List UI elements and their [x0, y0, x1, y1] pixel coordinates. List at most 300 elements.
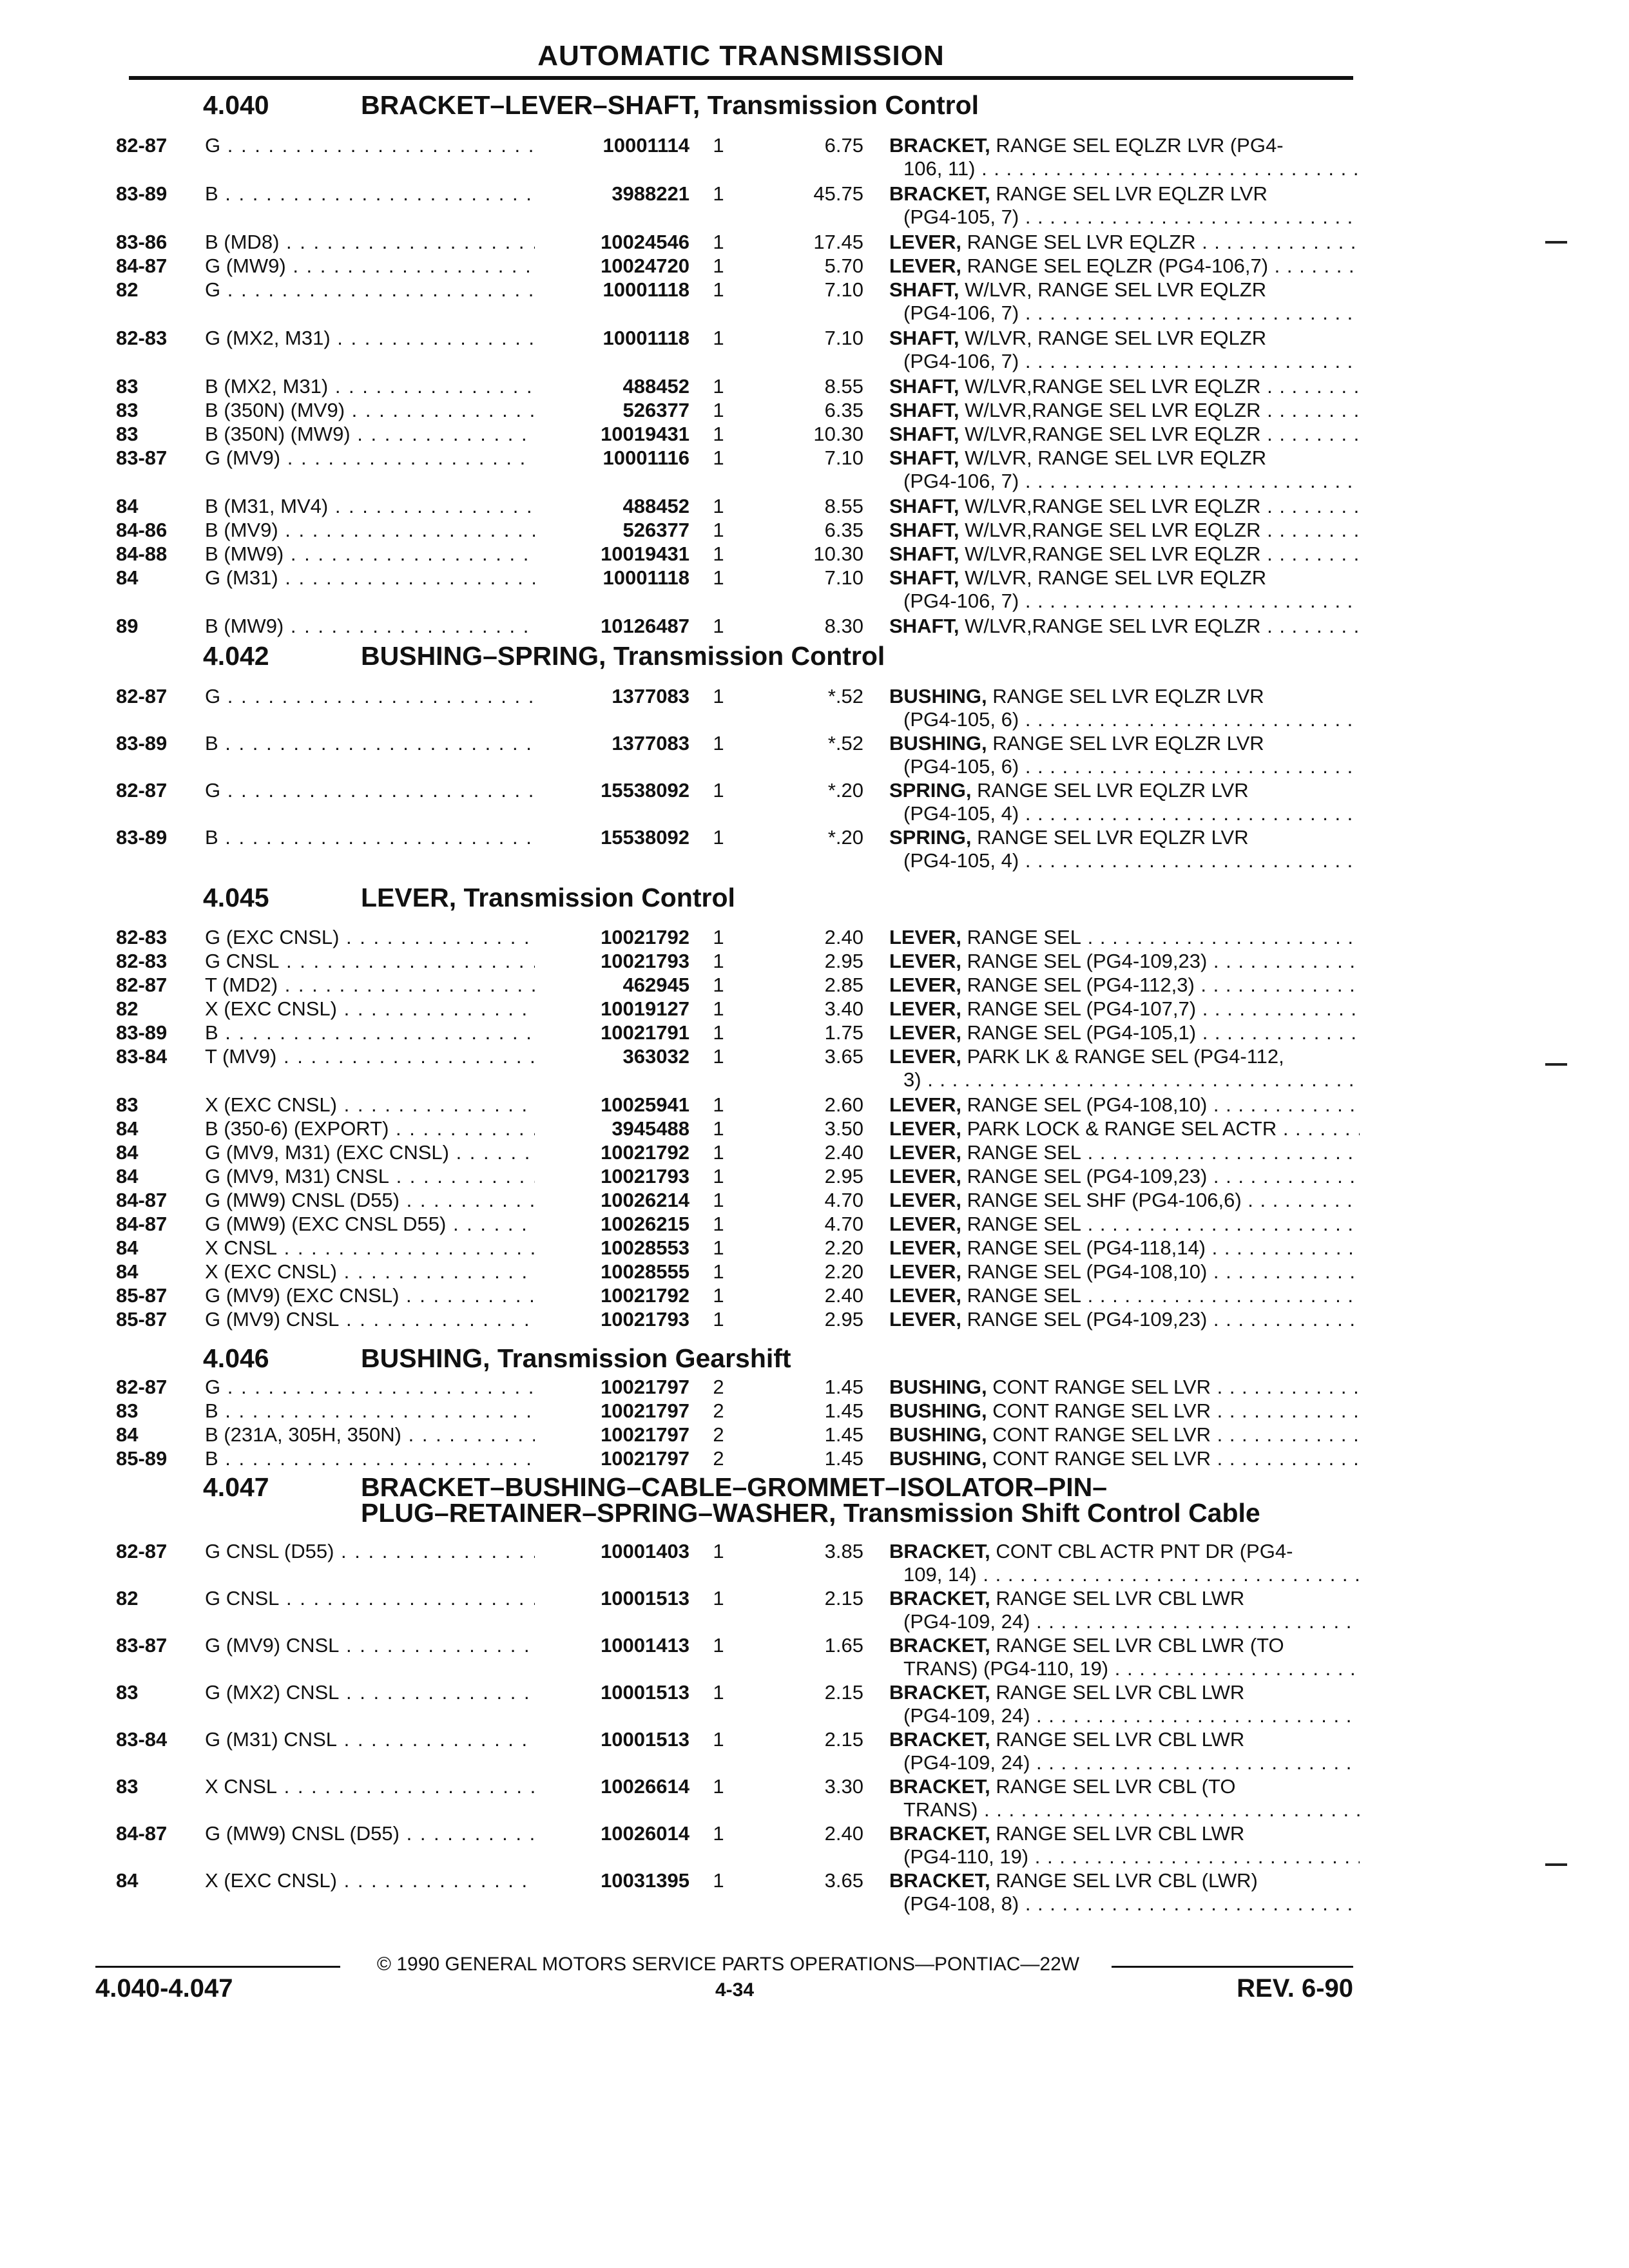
model-years: 84-86	[116, 519, 168, 541]
description-keyword: SPRING,	[889, 779, 972, 802]
description-keyword: BRACKET,	[889, 1775, 990, 1798]
description-keyword: LEVER,	[889, 1189, 961, 1211]
description-line: LEVER, RANGE SEL LVR EQLZR . . .	[889, 231, 1360, 254]
quantity: 1	[713, 1189, 724, 1211]
vehicle-model: G (MX2, M31) . . .	[205, 327, 556, 350]
part-description	[889, 1681, 1360, 1727]
price: 2.95	[824, 1165, 863, 1187]
description-keyword: LEVER,	[889, 997, 961, 1020]
description-line: LEVER, RANGE SEL . . .	[889, 1141, 1360, 1164]
description-line: BRACKET, RANGE SEL LVR CBL LWR	[889, 1728, 1245, 1751]
vehicle-model: G (MW9) CNSL (D55) . . .	[205, 1189, 556, 1212]
description-keyword: SHAFT,	[889, 519, 959, 541]
quantity: 1	[713, 1260, 724, 1283]
description-keyword: LEVER,	[889, 950, 961, 972]
price: 2.40	[824, 1284, 863, 1307]
vehicle-model: B . . .	[205, 1021, 556, 1044]
part-description	[889, 1260, 1360, 1283]
model-years: 83	[116, 1775, 139, 1798]
quantity: 1	[713, 1681, 724, 1704]
model-years: 84	[116, 1260, 139, 1283]
part-number: 10021797	[535, 1447, 689, 1470]
description-line: SHAFT, W/LVR,RANGE SEL LVR EQLZR . . .	[889, 543, 1360, 566]
section-title-line2	[361, 1498, 1260, 1528]
quantity: 1	[713, 1869, 724, 1892]
description-keyword: LEVER,	[889, 1093, 961, 1116]
price: 2.85	[824, 974, 863, 996]
part-number: 10021792	[535, 1141, 689, 1164]
description-keyword: SHAFT,	[889, 375, 959, 398]
vehicle-model: G (M31) . . .	[205, 566, 556, 590]
quantity: 1	[713, 1213, 724, 1235]
vehicle-model: B . . .	[205, 182, 556, 206]
section-title-main: BRACKET–BUSHING–CABLE–GROMMET–ISOLATOR–PIN–	[361, 1472, 1108, 1502]
vehicle-model: B . . .	[205, 1447, 556, 1470]
description-line: SHAFT, W/LVR,RANGE SEL LVR EQLZR . . .	[889, 519, 1360, 542]
part-number: 526377	[535, 399, 689, 422]
section-title-main: BUSHING–SPRING,	[361, 641, 606, 671]
description-keyword: SHAFT,	[889, 543, 959, 565]
model-years: 82	[116, 278, 139, 301]
description-line: LEVER, RANGE SEL (PG4-108,10) . . .	[889, 1093, 1360, 1117]
description-line: SHAFT, W/LVR, RANGE SEL LVR EQLZR	[889, 327, 1267, 349]
part-description	[889, 1822, 1360, 1869]
part-description	[889, 278, 1360, 325]
description-line: (PG4-106, 7) . . .	[889, 590, 1360, 613]
part-number: 10026214	[535, 1189, 689, 1212]
price: 2.95	[824, 1308, 863, 1331]
description-keyword: SHAFT,	[889, 399, 959, 421]
vehicle-model: B (231A, 305H, 350N) . . .	[205, 1423, 556, 1446]
quantity: 1	[713, 1045, 724, 1068]
vehicle-model: B . . .	[205, 826, 556, 849]
vehicle-model: G (MV9, M31) (EXC CNSL) . . .	[205, 1141, 556, 1164]
quantity: 1	[713, 1587, 724, 1610]
part-number: 10031395	[535, 1869, 689, 1892]
part-number: 10019431	[535, 543, 689, 566]
part-description	[889, 974, 1360, 997]
vehicle-model: G (MX2) CNSL . . .	[205, 1681, 556, 1704]
section-title-main: LEVER,	[361, 883, 457, 912]
description-keyword: BRACKET,	[889, 1634, 990, 1657]
model-years: 84	[116, 1141, 139, 1164]
part-number: 15538092	[535, 826, 689, 849]
description-keyword: BUSHING,	[889, 1423, 987, 1446]
part-description	[889, 375, 1360, 398]
vehicle-model: G (MV9) CNSL . . .	[205, 1634, 556, 1657]
quantity: 1	[713, 1540, 724, 1562]
model-years: 85-87	[116, 1284, 168, 1307]
model-years: 84	[116, 1869, 139, 1892]
description-line: BRACKET, RANGE SEL LVR CBL LWR	[889, 1822, 1245, 1845]
part-number: 10126487	[535, 615, 689, 638]
description-line: SHAFT, W/LVR, RANGE SEL LVR EQLZR	[889, 278, 1267, 301]
description-keyword: BRACKET,	[889, 1540, 990, 1562]
description-line: SHAFT, W/LVR,RANGE SEL LVR EQLZR . . .	[889, 495, 1360, 518]
model-years: 83	[116, 1681, 139, 1704]
section-title	[361, 883, 735, 913]
part-number: 1377083	[535, 732, 689, 755]
description-keyword: SHAFT,	[889, 566, 959, 589]
price: 1.75	[824, 1021, 863, 1044]
part-number: 10021791	[535, 1021, 689, 1044]
part-number: 10021792	[535, 1284, 689, 1307]
vehicle-model: B (MX2, M31) . . .	[205, 375, 556, 398]
vehicle-model: X (EXC CNSL) . . .	[205, 1260, 556, 1283]
description-keyword: BRACKET,	[889, 182, 990, 205]
quantity: 2	[713, 1447, 724, 1470]
price: *.52	[827, 685, 863, 707]
vehicle-model: X (EXC CNSL) . . .	[205, 997, 556, 1021]
model-years: 83-84	[116, 1045, 168, 1068]
price: 8.30	[824, 615, 863, 637]
section-title-main: BRACKET–LEVER–SHAFT,	[361, 90, 700, 120]
part-number: 10019431	[535, 423, 689, 446]
model-years: 84	[116, 1236, 139, 1259]
price: 7.10	[824, 447, 863, 469]
description-keyword: BUSHING,	[889, 1399, 987, 1422]
price: 2.15	[824, 1587, 863, 1610]
model-years: 84	[116, 1117, 139, 1140]
price: 4.70	[824, 1189, 863, 1211]
part-description	[889, 1399, 1360, 1423]
price: 3.50	[824, 1117, 863, 1140]
description-line: (PG4-106, 7) . . .	[889, 302, 1360, 325]
price: 6.35	[824, 399, 863, 421]
description-line: BRACKET, RANGE SEL EQLZR LVR (PG4-	[889, 134, 1284, 157]
part-number: 10024546	[535, 231, 689, 254]
part-description	[889, 1587, 1360, 1633]
price: 6.35	[824, 519, 863, 541]
part-description	[889, 1141, 1360, 1164]
part-number: 10001118	[535, 566, 689, 590]
vehicle-model: X (EXC CNSL) . . .	[205, 1093, 556, 1117]
vehicle-model: G (MW9) . . .	[205, 255, 556, 278]
quantity: 1	[713, 779, 724, 802]
vehicle-model: G (MW9) (EXC CNSL D55) . . .	[205, 1213, 556, 1236]
part-number: 10021797	[535, 1423, 689, 1446]
part-number: 10021793	[535, 1165, 689, 1188]
description-keyword: BUSHING,	[889, 1447, 987, 1470]
description-keyword: BRACKET,	[889, 1869, 990, 1892]
description-keyword: LEVER,	[889, 231, 961, 253]
section-title-sub: Transmission Control	[456, 883, 735, 912]
model-years: 84	[116, 1423, 139, 1446]
quantity: 1	[713, 615, 724, 637]
section-number: 4.046	[203, 1343, 269, 1373]
section-title	[361, 641, 885, 671]
description-line: BRACKET, RANGE SEL LVR CBL (TO	[889, 1775, 1236, 1798]
section-title-main: BUSHING,	[361, 1343, 490, 1373]
part-number: 10019127	[535, 997, 689, 1021]
description-keyword: SHAFT,	[889, 423, 959, 445]
part-number: 10001114	[535, 134, 689, 157]
price: 2.15	[824, 1728, 863, 1751]
vehicle-model: G . . .	[205, 278, 556, 302]
description-line: 3) . . .	[889, 1068, 1360, 1091]
part-description	[889, 1117, 1360, 1140]
description-line: LEVER, RANGE SEL . . .	[889, 1284, 1360, 1307]
part-description	[889, 1540, 1360, 1586]
quantity: 1	[713, 447, 724, 469]
section-number: 4.045	[203, 883, 269, 912]
description-line: LEVER, RANGE SEL (PG4-109,23) . . .	[889, 950, 1360, 973]
section-title	[361, 1343, 791, 1374]
description-keyword: BUSHING,	[889, 1376, 987, 1398]
price: 2.40	[824, 926, 863, 948]
quantity: 1	[713, 399, 724, 421]
vehicle-model: T (MD2) . . .	[205, 974, 556, 997]
section-title2-main: PLUG–RETAINER–SPRING–WASHER,	[361, 1498, 836, 1528]
description-line: BUSHING, RANGE SEL LVR EQLZR LVR	[889, 732, 1264, 754]
vehicle-model: G CNSL (D55) . . .	[205, 1540, 556, 1563]
model-years: 84	[116, 566, 139, 589]
part-number: 462945	[535, 974, 689, 997]
price: *.52	[827, 732, 863, 754]
part-description	[889, 1308, 1360, 1331]
description-line: BRACKET, RANGE SEL LVR CBL LWR	[889, 1681, 1245, 1704]
description-line: BUSHING, CONT RANGE SEL LVR . . .	[889, 1399, 1360, 1423]
part-description	[889, 134, 1360, 180]
description-line: BRACKET, RANGE SEL LVR CBL LWR (TO	[889, 1634, 1284, 1657]
price: 45.75	[813, 182, 863, 205]
quantity: 1	[713, 519, 724, 541]
vehicle-model: G . . .	[205, 685, 556, 708]
section-title	[361, 90, 979, 120]
part-number: 10001513	[535, 1681, 689, 1704]
quantity: 1	[713, 1634, 724, 1657]
quantity: 1	[713, 1822, 724, 1845]
part-number: 10028553	[535, 1236, 689, 1260]
model-years: 82-83	[116, 950, 168, 972]
part-description	[889, 615, 1360, 638]
description-keyword: BRACKET,	[889, 1728, 990, 1751]
model-years: 85-89	[116, 1447, 168, 1470]
description-keyword: LEVER,	[889, 1213, 961, 1235]
model-years: 83-89	[116, 1021, 168, 1044]
header-rule	[129, 76, 1353, 80]
model-years: 89	[116, 615, 139, 637]
description-keyword: BUSHING,	[889, 732, 987, 754]
part-description	[889, 1021, 1360, 1044]
model-years: 82-87	[116, 779, 168, 802]
description-line: (PG4-105, 4) . . .	[889, 849, 1360, 872]
price: 1.45	[824, 1423, 863, 1446]
part-description	[889, 997, 1360, 1021]
margin-mark	[1545, 1863, 1567, 1866]
part-number: 10021797	[535, 1376, 689, 1399]
description-line: (PG4-105, 7) . . .	[889, 206, 1360, 229]
part-number: 10028555	[535, 1260, 689, 1283]
price: 2.60	[824, 1093, 863, 1116]
quantity: 1	[713, 543, 724, 565]
part-description	[889, 1728, 1360, 1774]
model-years: 83	[116, 399, 139, 421]
quantity: 1	[713, 974, 724, 996]
part-number: 10026014	[535, 1822, 689, 1845]
quantity: 1	[713, 826, 724, 849]
part-description	[889, 779, 1360, 825]
description-line: LEVER, RANGE SEL . . .	[889, 1213, 1360, 1236]
section-title-sub: Transmission Gearshift	[490, 1343, 791, 1373]
description-line: (PG4-110, 19) . . .	[889, 1845, 1360, 1869]
part-description	[889, 732, 1360, 778]
part-description	[889, 231, 1360, 254]
model-years: 82-87	[116, 685, 168, 707]
model-years: 82-87	[116, 1376, 168, 1398]
part-description	[889, 447, 1360, 493]
model-years: 84	[116, 495, 139, 517]
description-keyword: BRACKET,	[889, 134, 990, 157]
price: *.20	[827, 779, 863, 802]
part-description	[889, 826, 1360, 872]
description-keyword: LEVER,	[889, 1141, 961, 1164]
description-line: LEVER, RANGE SEL SHF (PG4-106,6) . . .	[889, 1189, 1360, 1212]
description-keyword: SPRING,	[889, 826, 972, 849]
quantity: 2	[713, 1376, 724, 1398]
model-years: 84-87	[116, 1822, 168, 1845]
part-number: 488452	[535, 375, 689, 398]
quantity: 1	[713, 1236, 724, 1259]
description-line: LEVER, RANGE SEL . . .	[889, 926, 1360, 949]
part-number: 15538092	[535, 779, 689, 802]
description-keyword: LEVER,	[889, 1165, 961, 1187]
footer-rule-right	[1112, 1966, 1353, 1968]
description-keyword: LEVER,	[889, 1308, 961, 1331]
price: 2.40	[824, 1141, 863, 1164]
vehicle-model: G (MV9) (EXC CNSL) . . .	[205, 1284, 556, 1307]
vehicle-model: X CNSL . . .	[205, 1236, 556, 1260]
quantity: 1	[713, 327, 724, 349]
model-years: 83-87	[116, 1634, 168, 1657]
description-line: LEVER, RANGE SEL (PG4-105,1) . . .	[889, 1021, 1360, 1044]
part-number: 10001513	[535, 1728, 689, 1751]
part-description	[889, 1775, 1360, 1821]
price: 8.55	[824, 495, 863, 517]
model-years: 83-89	[116, 826, 168, 849]
description-line: LEVER, RANGE SEL (PG4-118,14) . . .	[889, 1236, 1360, 1260]
description-line: LEVER, RANGE SEL (PG4-107,7) . . .	[889, 997, 1360, 1021]
price: 1.45	[824, 1447, 863, 1470]
vehicle-model: G CNSL . . .	[205, 1587, 556, 1610]
part-description	[889, 1236, 1360, 1260]
price: 6.75	[824, 134, 863, 157]
quantity: 1	[713, 566, 724, 589]
price: 2.95	[824, 950, 863, 972]
description-keyword: LEVER,	[889, 255, 961, 277]
vehicle-model: G . . .	[205, 779, 556, 802]
part-description	[889, 423, 1360, 446]
section-number: 4.047	[203, 1472, 269, 1502]
part-number: 10021793	[535, 1308, 689, 1331]
part-description	[889, 1376, 1360, 1399]
part-number: 363032	[535, 1045, 689, 1068]
description-line: (PG4-105, 6) . . .	[889, 755, 1360, 778]
part-number: 3945488	[535, 1117, 689, 1140]
price: 17.45	[813, 231, 863, 253]
vehicle-model: B (350-6) (EXPORT) . . .	[205, 1117, 556, 1140]
price: 10.30	[813, 423, 863, 445]
part-description	[889, 685, 1360, 731]
description-line: SHAFT, W/LVR,RANGE SEL LVR EQLZR . . .	[889, 423, 1360, 446]
quantity: 1	[713, 926, 724, 948]
model-years: 84-87	[116, 1213, 168, 1235]
vehicle-model: X CNSL . . .	[205, 1775, 556, 1798]
quantity: 1	[713, 1775, 724, 1798]
section-title2-sub: Transmission Shift Control Cable	[836, 1498, 1260, 1528]
quantity: 1	[713, 950, 724, 972]
vehicle-model: B . . .	[205, 1399, 556, 1423]
description-line: 109, 14) . . .	[889, 1563, 1360, 1586]
vehicle-model: G (MW9) CNSL (D55) . . .	[205, 1822, 556, 1845]
part-description	[889, 543, 1360, 566]
part-number: 10001513	[535, 1587, 689, 1610]
description-line: SHAFT, W/LVR,RANGE SEL LVR EQLZR . . .	[889, 615, 1360, 638]
part-description	[889, 1423, 1360, 1446]
part-description	[889, 1189, 1360, 1212]
description-line: TRANS) (PG4-110, 19) . . .	[889, 1657, 1360, 1680]
quantity: 1	[713, 1141, 724, 1164]
part-number: 526377	[535, 519, 689, 542]
footer-revision: REV. 6-90	[1237, 1974, 1353, 2003]
description-keyword: BRACKET,	[889, 1587, 990, 1610]
price: 3.65	[824, 1045, 863, 1068]
part-description	[889, 1045, 1360, 1091]
part-description	[889, 950, 1360, 973]
quantity: 1	[713, 1308, 724, 1331]
description-keyword: LEVER,	[889, 974, 961, 996]
description-keyword: SHAFT,	[889, 278, 959, 301]
quantity: 1	[713, 1165, 724, 1187]
price: 8.55	[824, 375, 863, 398]
part-description	[889, 519, 1360, 542]
description-line: SHAFT, W/LVR, RANGE SEL LVR EQLZR	[889, 566, 1267, 589]
margin-mark	[1545, 1063, 1567, 1066]
part-number: 3988221	[535, 182, 689, 206]
price: *.20	[827, 826, 863, 849]
description-line: 106, 11) . . .	[889, 157, 1360, 180]
description-line: (PG4-105, 6) . . .	[889, 708, 1360, 731]
description-line: BRACKET, RANGE SEL LVR EQLZR LVR	[889, 182, 1268, 205]
model-years: 84-88	[116, 543, 168, 565]
quantity: 1	[713, 495, 724, 517]
quantity: 1	[713, 375, 724, 398]
price: 2.20	[824, 1260, 863, 1283]
quantity: 1	[713, 1284, 724, 1307]
description-line: LEVER, RANGE SEL EQLZR (PG4-106,7) . . .	[889, 255, 1360, 278]
quantity: 1	[713, 255, 724, 277]
description-line: SPRING, RANGE SEL LVR EQLZR LVR	[889, 779, 1249, 802]
part-number: 10001118	[535, 278, 689, 302]
description-line: SHAFT, W/LVR,RANGE SEL LVR EQLZR . . .	[889, 375, 1360, 398]
description-line: BRACKET, RANGE SEL LVR CBL (LWR)	[889, 1869, 1258, 1892]
price: 4.70	[824, 1213, 863, 1235]
quantity: 1	[713, 182, 724, 205]
description-keyword: BRACKET,	[889, 1822, 990, 1845]
part-description	[889, 327, 1360, 373]
description-line: BRACKET, CONT CBL ACTR PNT DR (PG4-	[889, 1540, 1293, 1562]
part-description	[889, 1634, 1360, 1680]
vehicle-model: B (MW9) . . .	[205, 615, 556, 638]
price: 2.20	[824, 1236, 863, 1259]
description-keyword: BUSHING,	[889, 685, 987, 707]
description-keyword: SHAFT,	[889, 447, 959, 469]
description-line: BUSHING, RANGE SEL LVR EQLZR LVR	[889, 685, 1264, 707]
description-line: (PG4-106, 7) . . .	[889, 470, 1360, 493]
description-keyword: LEVER,	[889, 1260, 961, 1283]
price: 2.40	[824, 1822, 863, 1845]
vehicle-model: G CNSL . . .	[205, 950, 556, 973]
